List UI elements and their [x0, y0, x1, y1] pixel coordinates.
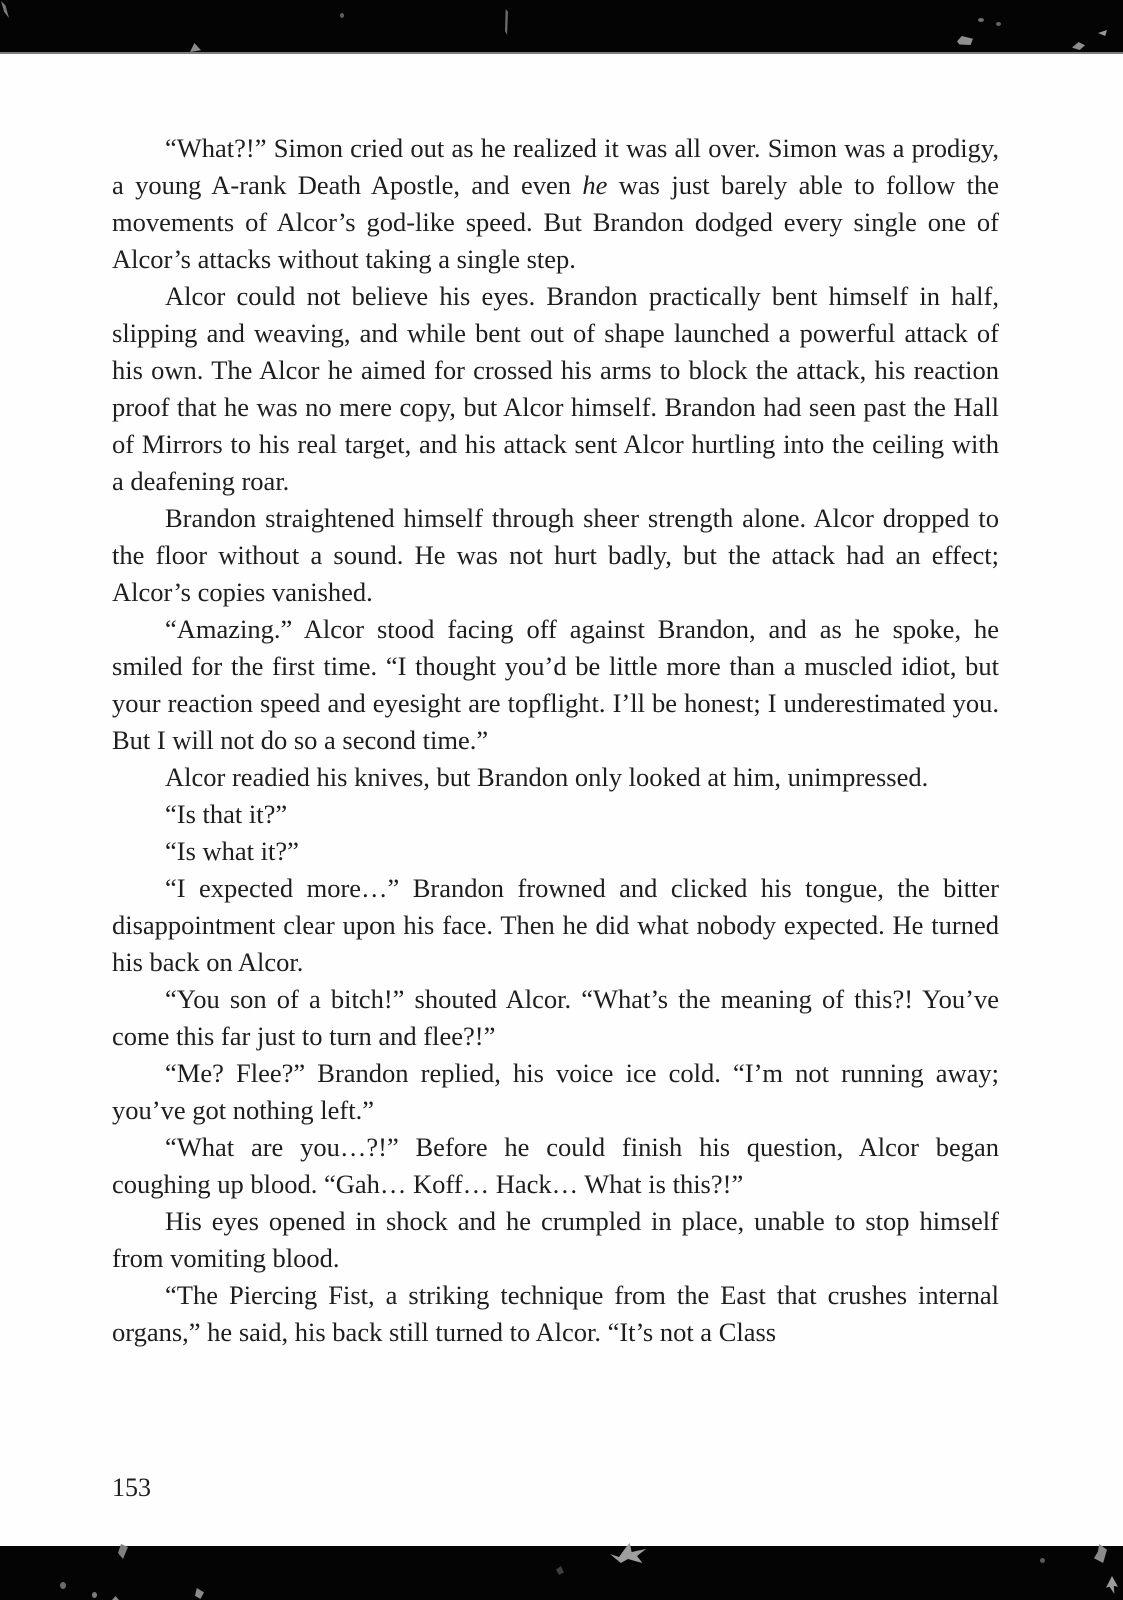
paragraph: “The Piercing Fist, a striking technique from the East that crushes internal organs,” he said, his back still turned to Alcor. “It’s not a Class	[112, 1280, 999, 1347]
grunge-speck	[190, 43, 201, 52]
grunge-speck	[505, 9, 508, 35]
paragraph-italic-word: he	[582, 170, 608, 200]
paragraph: “Me? Flee?” Brandon replied, his voice ice cold. “I’m not running away; you’ve got nothing left.”	[112, 1058, 999, 1125]
grunge-speck	[610, 1543, 646, 1563]
paragraph: “Amazing.” Alcor stood facing off against Brandon, and as he spoke, he smiled for the first time. “I thought you’d be little more than a muscled idiot, but your reaction speed and eyesight are topflight. I’ll be honest; I underestimated you. But I will not do so a second time.”	[112, 614, 999, 755]
grunge-speck	[60, 1582, 66, 1589]
grunge-speck	[118, 1544, 128, 1559]
grunge-speck	[996, 22, 1001, 26]
grunge-speck	[1, 1, 9, 18]
paragraph	[112, 130, 999, 278]
paragraph: “I expected more…” Brandon frowned and clicked his tongue, the bitter disappointment clear upon his face. Then he did what nobody expected. He turned his back on Alcor.	[112, 873, 999, 977]
grunge-speck	[1106, 1576, 1118, 1594]
page-number: 153	[112, 1473, 151, 1502]
paragraph: “Is what it?”	[165, 836, 299, 866]
grunge-speck	[1072, 42, 1085, 50]
grunge-speck	[1040, 1558, 1045, 1563]
grunge-speck	[92, 1592, 97, 1598]
paragraph: “You son of a bitch!” shouted Alcor. “What’s the meaning of this?! You’ve come this far just to turn and flee?!”	[112, 984, 999, 1051]
page-text	[112, 130, 999, 1351]
grunge-speck	[340, 13, 344, 18]
top-border-bar	[0, 0, 1123, 54]
grunge-speck	[556, 1566, 564, 1575]
bottom-border-bar	[0, 1546, 1123, 1600]
grunge-speck	[1098, 30, 1107, 36]
grunge-speck	[195, 1588, 204, 1599]
grunge-speck	[957, 36, 973, 45]
paragraph: Alcor readied his knives, but Brandon only looked at him, unimpressed.	[165, 762, 929, 792]
grunge-speck	[978, 18, 984, 22]
paragraph: “Is that it?”	[165, 799, 288, 829]
paragraph: Alcor could not believe his eyes. Brandon practically bent himself in half, slipping and weaving, and while bent out of shape launched a powerful attack of his own. The Alcor he aimed for crossed his arms to block the attack, his reaction proof that he was no mere copy, but Alcor himself. Brandon had seen past the Hall of Mirrors to his real target, and his attack sent Alcor hurtling into the ceiling with a deafening roar.	[112, 281, 999, 496]
grunge-speck	[112, 1596, 119, 1600]
paragraph-text: was just barely able to follow the movements of Alcor’s god-like speed. But Brandon dodged every single one of Alcor’s attacks without taking a single step.	[112, 170, 999, 274]
paragraph-text: “What?!” Simon cried out as he realized it was all over. Simon was a prodigy, a young A-rank Death Apostle, and even	[112, 133, 999, 200]
paragraph: “What are you…?!” Before he could finish his question, Alcor began coughing up blood. “Gah… Koff… Hack… What is this?!”	[112, 1132, 999, 1199]
grunge-speck	[1094, 1544, 1107, 1563]
paragraph: His eyes opened in shock and he crumpled in place, unable to stop himself from vomiting blood.	[112, 1206, 999, 1273]
paragraph: Brandon straightened himself through sheer strength alone. Alcor dropped to the floor without a sound. He was not hurt badly, but the attack had an effect; Alcor’s copies vanished.	[112, 503, 999, 607]
